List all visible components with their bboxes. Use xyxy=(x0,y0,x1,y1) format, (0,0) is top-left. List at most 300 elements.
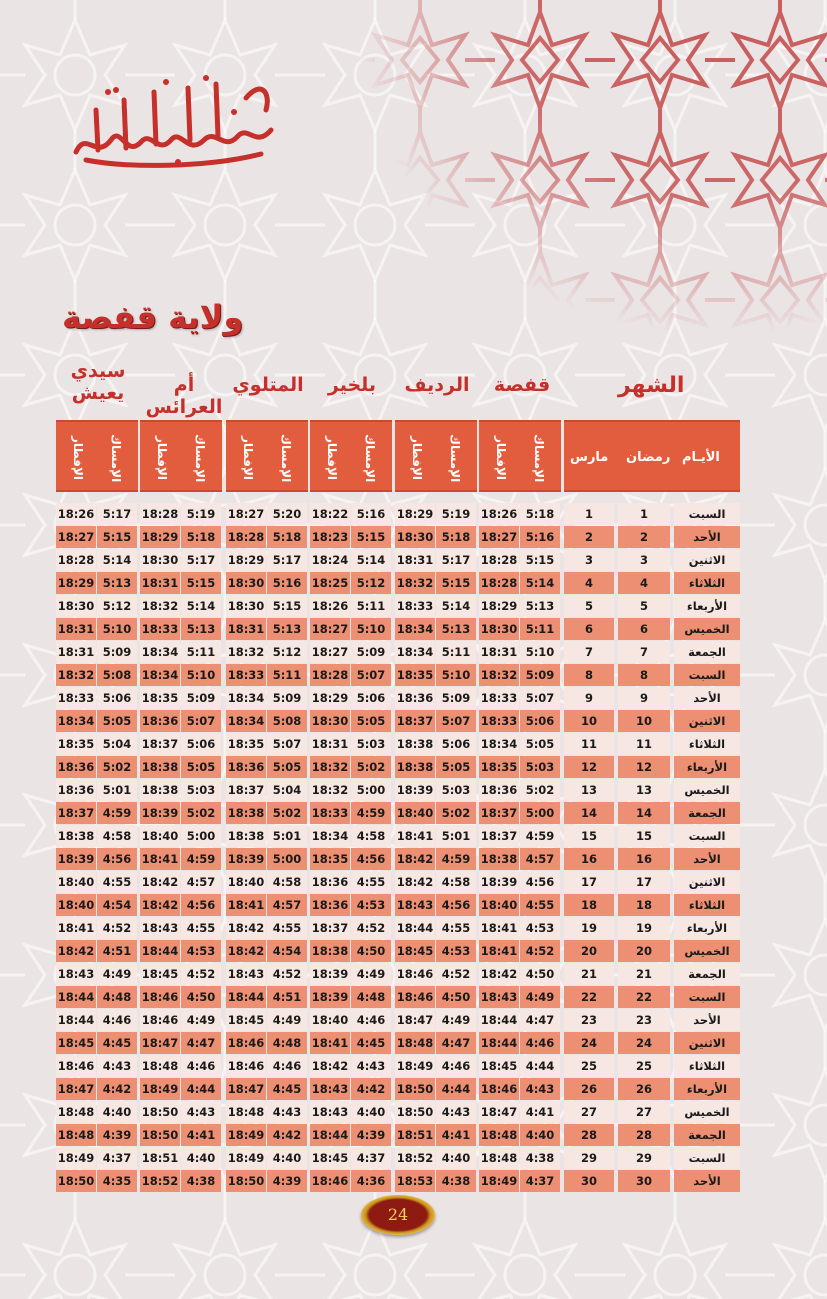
iftar-time-cell: 18:42 xyxy=(226,917,266,939)
iftar-time-cell: 18:49 xyxy=(479,1170,519,1192)
imsak-time-cell: 5:01 xyxy=(97,779,137,801)
imsak-time-cell: 5:15 xyxy=(181,572,221,594)
weekday-cell: الأحد xyxy=(674,687,740,709)
imsak-time-cell: 4:45 xyxy=(97,1032,137,1054)
ramadan-day-cell: 18 xyxy=(618,894,670,916)
imsak-header: الإمساك xyxy=(109,433,123,483)
table-row xyxy=(56,664,740,687)
iftar-time-cell: 18:40 xyxy=(56,894,96,916)
imsak-time-cell: 5:10 xyxy=(520,641,560,663)
imsak-time-cell: 4:58 xyxy=(97,825,137,847)
iftar-time-cell: 18:38 xyxy=(310,940,350,962)
iftar-time-cell: 18:32 xyxy=(226,641,266,663)
weekday-cell: الاثنين xyxy=(674,871,740,893)
imsak-time-cell: 5:04 xyxy=(97,733,137,755)
ramadan-day-cell: 9 xyxy=(618,687,670,709)
march-day-cell: 3 xyxy=(564,549,614,571)
table-row xyxy=(56,641,740,664)
city-title-belkhir: بلخير xyxy=(327,374,377,396)
march-day-cell: 28 xyxy=(564,1124,614,1146)
iftar-time-cell: 18:43 xyxy=(140,917,180,939)
imsak-time-cell: 5:04 xyxy=(267,779,307,801)
iftar-time-cell: 18:38 xyxy=(140,756,180,778)
imsak-time-cell: 4:39 xyxy=(97,1124,137,1146)
imsak-time-cell: 5:07 xyxy=(436,710,476,732)
iftar-time-cell: 18:45 xyxy=(56,1032,96,1054)
iftar-time-cell: 18:38 xyxy=(395,733,435,755)
imsak-time-cell: 4:42 xyxy=(97,1078,137,1100)
iftar-time-cell: 18:28 xyxy=(479,549,519,571)
imsak-time-cell: 5:08 xyxy=(97,664,137,686)
iftar-time-cell: 18:50 xyxy=(56,1170,96,1192)
iftar-time-cell: 18:28 xyxy=(140,503,180,525)
imsak-time-cell: 4:59 xyxy=(97,802,137,824)
iftar-time-cell: 18:34 xyxy=(226,687,266,709)
ramadan-day-cell: 10 xyxy=(618,710,670,732)
iftar-time-cell: 18:48 xyxy=(479,1147,519,1169)
imsak-time-cell: 4:49 xyxy=(436,1009,476,1031)
iftar-time-cell: 18:30 xyxy=(56,595,96,617)
city-title-sidi-aich-line2: يعيش xyxy=(71,382,125,404)
march-day-cell: 5 xyxy=(564,595,614,617)
imsak-time-cell: 5:02 xyxy=(267,802,307,824)
ramadan-day-cell: 19 xyxy=(618,917,670,939)
iftar-time-cell: 18:39 xyxy=(226,848,266,870)
iftar-time-cell: 18:36 xyxy=(479,779,519,801)
ramadan-day-cell: 8 xyxy=(618,664,670,686)
iftar-time-cell: 18:40 xyxy=(310,1009,350,1031)
imsak-time-cell: 4:48 xyxy=(97,986,137,1008)
ramadan-day-cell: 24 xyxy=(618,1032,670,1054)
ramadan-day-cell: 25 xyxy=(618,1055,670,1077)
table-row xyxy=(56,963,740,986)
weekday-cell: السبت xyxy=(674,825,740,847)
imsak-time-cell: 5:06 xyxy=(436,733,476,755)
imsak-time-cell: 5:15 xyxy=(267,595,307,617)
march-day-cell: 29 xyxy=(564,1147,614,1169)
iftar-time-cell: 18:48 xyxy=(395,1032,435,1054)
iftar-time-cell: 18:43 xyxy=(226,963,266,985)
imsak-time-cell: 4:50 xyxy=(520,963,560,985)
iftar-time-cell: 18:46 xyxy=(140,1009,180,1031)
imsak-time-cell: 4:57 xyxy=(520,848,560,870)
iftar-time-cell: 18:46 xyxy=(226,1055,266,1077)
table-row xyxy=(56,618,740,641)
march-day-cell: 25 xyxy=(564,1055,614,1077)
ramadan-day-cell: 17 xyxy=(618,871,670,893)
iftar-time-cell: 18:35 xyxy=(140,687,180,709)
iftar-time-cell: 18:38 xyxy=(395,756,435,778)
ramadan-header: رمضان xyxy=(626,450,671,465)
iftar-time-cell: 18:50 xyxy=(226,1170,266,1192)
iftar-time-cell: 18:26 xyxy=(56,503,96,525)
iftar-time-cell: 18:30 xyxy=(226,572,266,594)
imsak-time-cell: 4:56 xyxy=(520,871,560,893)
iftar-time-cell: 18:46 xyxy=(395,986,435,1008)
iftar-time-cell: 18:29 xyxy=(395,503,435,525)
iftar-time-cell: 18:37 xyxy=(56,802,96,824)
city-header-group-5 xyxy=(56,420,138,492)
imsak-time-cell: 5:03 xyxy=(520,756,560,778)
ramadan-day-cell: 26 xyxy=(618,1078,670,1100)
iftar-time-cell: 18:44 xyxy=(140,940,180,962)
imsak-time-cell: 4:35 xyxy=(97,1170,137,1192)
iftar-time-cell: 18:25 xyxy=(310,572,350,594)
iftar-time-cell: 18:43 xyxy=(310,1078,350,1100)
march-day-cell: 8 xyxy=(564,664,614,686)
iftar-time-cell: 18:42 xyxy=(395,848,435,870)
imsak-time-cell: 4:52 xyxy=(267,963,307,985)
ramadan-day-cell: 1 xyxy=(618,503,670,525)
iftar-time-cell: 18:30 xyxy=(140,549,180,571)
iftar-time-cell: 18:31 xyxy=(226,618,266,640)
imsak-header: الإمساك xyxy=(363,433,377,483)
imsak-time-cell: 4:58 xyxy=(351,825,391,847)
iftar-time-cell: 18:36 xyxy=(310,871,350,893)
weekday-cell: السبت xyxy=(674,664,740,686)
iftar-time-cell: 18:50 xyxy=(395,1078,435,1100)
table-row xyxy=(56,986,740,1009)
march-day-cell: 19 xyxy=(564,917,614,939)
imsak-time-cell: 4:52 xyxy=(181,963,221,985)
iftar-time-cell: 18:42 xyxy=(395,871,435,893)
iftar-time-cell: 18:42 xyxy=(56,940,96,962)
weekday-cell: الثلاثاء xyxy=(674,894,740,916)
ramadan-day-cell: 22 xyxy=(618,986,670,1008)
ramadan-day-cell: 5 xyxy=(618,595,670,617)
iftar-time-cell: 18:36 xyxy=(140,710,180,732)
iftar-time-cell: 18:31 xyxy=(479,641,519,663)
imsak-time-cell: 4:38 xyxy=(436,1170,476,1192)
weekday-cell: الأربعاء xyxy=(674,1078,740,1100)
imsak-time-cell: 5:17 xyxy=(267,549,307,571)
imsak-time-cell: 5:05 xyxy=(520,733,560,755)
table-row xyxy=(56,894,740,917)
iftar-header: الإفطار xyxy=(410,435,424,480)
imsak-time-cell: 5:16 xyxy=(267,572,307,594)
march-day-cell: 17 xyxy=(564,871,614,893)
iftar-time-cell: 18:41 xyxy=(479,940,519,962)
iftar-time-cell: 18:24 xyxy=(310,549,350,571)
iftar-time-cell: 18:43 xyxy=(479,986,519,1008)
iftar-time-cell: 18:34 xyxy=(479,733,519,755)
iftar-time-cell: 18:39 xyxy=(395,779,435,801)
imsak-time-cell: 4:53 xyxy=(520,917,560,939)
ramadan-day-cell: 16 xyxy=(618,848,670,870)
imsak-time-cell: 5:13 xyxy=(520,595,560,617)
imsak-time-cell: 4:45 xyxy=(351,1032,391,1054)
iftar-time-cell: 18:38 xyxy=(56,825,96,847)
imsak-time-cell: 5:11 xyxy=(267,664,307,686)
weekday-cell: السبت xyxy=(674,986,740,1008)
iftar-time-cell: 18:39 xyxy=(310,986,350,1008)
table-row xyxy=(56,1055,740,1078)
ramadan-day-cell: 6 xyxy=(618,618,670,640)
iftar-time-cell: 18:39 xyxy=(56,848,96,870)
iftar-time-cell: 18:22 xyxy=(310,503,350,525)
imsak-time-cell: 5:18 xyxy=(267,526,307,548)
march-day-cell: 13 xyxy=(564,779,614,801)
imsak-time-cell: 5:02 xyxy=(181,802,221,824)
imsak-time-cell: 4:49 xyxy=(351,963,391,985)
table-row xyxy=(56,1078,740,1101)
iftar-time-cell: 18:35 xyxy=(310,848,350,870)
imsak-time-cell: 5:10 xyxy=(351,618,391,640)
iftar-time-cell: 18:34 xyxy=(395,641,435,663)
weekday-cell: الجمعة xyxy=(674,963,740,985)
weekday-cell: الخميس xyxy=(674,1101,740,1123)
iftar-time-cell: 18:45 xyxy=(310,1147,350,1169)
imsak-time-cell: 4:53 xyxy=(351,894,391,916)
iftar-time-cell: 18:27 xyxy=(310,641,350,663)
imsak-time-cell: 4:55 xyxy=(351,871,391,893)
march-day-cell: 24 xyxy=(564,1032,614,1054)
imsak-time-cell: 4:42 xyxy=(267,1124,307,1146)
imsak-time-cell: 4:56 xyxy=(436,894,476,916)
imsak-time-cell: 5:16 xyxy=(520,526,560,548)
imsak-time-cell: 5:05 xyxy=(436,756,476,778)
imsak-time-cell: 5:03 xyxy=(436,779,476,801)
imsak-time-cell: 4:55 xyxy=(181,917,221,939)
iftar-time-cell: 18:30 xyxy=(226,595,266,617)
iftar-time-cell: 18:27 xyxy=(56,526,96,548)
imsak-time-cell: 4:48 xyxy=(267,1032,307,1054)
iftar-time-cell: 18:36 xyxy=(56,756,96,778)
imsak-time-cell: 5:18 xyxy=(520,503,560,525)
table-row xyxy=(56,1170,740,1193)
weekday-cell: الثلاثاء xyxy=(674,733,740,755)
imsak-time-cell: 4:41 xyxy=(181,1124,221,1146)
iftar-time-cell: 18:33 xyxy=(479,687,519,709)
ramadan-day-cell: 4 xyxy=(618,572,670,594)
iftar-time-cell: 18:41 xyxy=(226,894,266,916)
imsak-time-cell: 5:18 xyxy=(181,526,221,548)
imsak-time-cell: 4:46 xyxy=(436,1055,476,1077)
weekday-cell: الخميس xyxy=(674,618,740,640)
iftar-time-cell: 18:53 xyxy=(395,1170,435,1192)
imsak-time-cell: 4:43 xyxy=(267,1101,307,1123)
imsak-time-cell: 4:51 xyxy=(97,940,137,962)
table-row xyxy=(56,1009,740,1032)
city-title-gafsa: قفصة xyxy=(493,374,551,396)
ramadan-day-cell: 2 xyxy=(618,526,670,548)
march-day-cell: 21 xyxy=(564,963,614,985)
iftar-time-cell: 18:28 xyxy=(56,549,96,571)
imsak-time-cell: 4:50 xyxy=(351,940,391,962)
march-day-cell: 30 xyxy=(564,1170,614,1192)
imsak-time-cell: 5:09 xyxy=(351,641,391,663)
imsak-time-cell: 4:59 xyxy=(520,825,560,847)
ramadan-day-cell: 28 xyxy=(618,1124,670,1146)
table-row xyxy=(56,526,740,549)
city-header-group-3 xyxy=(226,420,308,492)
march-day-cell: 11 xyxy=(564,733,614,755)
iftar-time-cell: 18:33 xyxy=(56,687,96,709)
iftar-time-cell: 18:31 xyxy=(56,618,96,640)
imsak-time-cell: 4:38 xyxy=(520,1147,560,1169)
imsak-time-cell: 5:19 xyxy=(436,503,476,525)
imsak-time-cell: 5:02 xyxy=(97,756,137,778)
iftar-time-cell: 18:33 xyxy=(140,618,180,640)
imsak-time-cell: 4:44 xyxy=(181,1078,221,1100)
imsak-time-cell: 4:40 xyxy=(436,1147,476,1169)
iftar-time-cell: 18:33 xyxy=(479,710,519,732)
iftar-time-cell: 18:40 xyxy=(226,871,266,893)
iftar-time-cell: 18:37 xyxy=(140,733,180,755)
iftar-time-cell: 18:33 xyxy=(395,595,435,617)
imsak-time-cell: 4:40 xyxy=(351,1101,391,1123)
ramadan-day-cell: 27 xyxy=(618,1101,670,1123)
imsak-time-cell: 5:02 xyxy=(436,802,476,824)
iftar-time-cell: 18:34 xyxy=(56,710,96,732)
imsak-time-cell: 4:38 xyxy=(181,1170,221,1192)
iftar-time-cell: 18:43 xyxy=(56,963,96,985)
march-day-cell: 26 xyxy=(564,1078,614,1100)
imsak-time-cell: 5:10 xyxy=(436,664,476,686)
imsak-time-cell: 5:15 xyxy=(351,526,391,548)
imsak-time-cell: 4:55 xyxy=(436,917,476,939)
iftar-time-cell: 18:28 xyxy=(226,526,266,548)
iftar-time-cell: 18:42 xyxy=(140,894,180,916)
iftar-time-cell: 18:37 xyxy=(310,917,350,939)
imsak-time-cell: 5:01 xyxy=(436,825,476,847)
imsak-time-cell: 4:44 xyxy=(520,1055,560,1077)
ramadan-day-cell: 23 xyxy=(618,1009,670,1031)
imsak-time-cell: 4:57 xyxy=(267,894,307,916)
imsak-time-cell: 4:52 xyxy=(520,940,560,962)
imsak-time-cell: 5:05 xyxy=(267,756,307,778)
iftar-time-cell: 18:42 xyxy=(140,871,180,893)
imsak-time-cell: 4:41 xyxy=(436,1124,476,1146)
iftar-time-cell: 18:41 xyxy=(310,1032,350,1054)
imsak-time-cell: 4:40 xyxy=(97,1101,137,1123)
imsak-time-cell: 5:11 xyxy=(181,641,221,663)
weekday-cell: الجمعة xyxy=(674,802,740,824)
imsak-time-cell: 5:14 xyxy=(436,595,476,617)
ramadan-day-cell: 20 xyxy=(618,940,670,962)
iftar-time-cell: 18:30 xyxy=(310,710,350,732)
imsak-time-cell: 4:56 xyxy=(97,848,137,870)
iftar-time-cell: 18:28 xyxy=(310,664,350,686)
imsak-time-cell: 4:52 xyxy=(436,963,476,985)
iftar-time-cell: 18:47 xyxy=(395,1009,435,1031)
march-day-cell: 2 xyxy=(564,526,614,548)
iftar-time-cell: 18:44 xyxy=(479,1032,519,1054)
iftar-time-cell: 18:36 xyxy=(310,894,350,916)
iftar-time-cell: 18:41 xyxy=(479,917,519,939)
imsak-time-cell: 5:03 xyxy=(351,733,391,755)
iftar-time-cell: 18:39 xyxy=(310,963,350,985)
imsak-time-cell: 5:19 xyxy=(181,503,221,525)
imsak-time-cell: 5:15 xyxy=(520,549,560,571)
imsak-time-cell: 5:03 xyxy=(181,779,221,801)
ramadan-day-cell: 21 xyxy=(618,963,670,985)
imsak-time-cell: 5:13 xyxy=(181,618,221,640)
imsak-time-cell: 5:05 xyxy=(351,710,391,732)
iftar-time-cell: 18:45 xyxy=(395,940,435,962)
weekday-cell: الخميس xyxy=(674,779,740,801)
iftar-time-cell: 18:33 xyxy=(310,802,350,824)
table-row xyxy=(56,687,740,710)
imsak-time-cell: 4:56 xyxy=(351,848,391,870)
iftar-time-cell: 18:51 xyxy=(395,1124,435,1146)
imsak-time-cell: 5:06 xyxy=(351,687,391,709)
iftar-time-cell: 18:29 xyxy=(56,572,96,594)
march-day-cell: 23 xyxy=(564,1009,614,1031)
iftar-header: الإفطار xyxy=(155,435,169,480)
table-row xyxy=(56,710,740,733)
iftar-time-cell: 18:37 xyxy=(479,825,519,847)
iftar-time-cell: 18:42 xyxy=(479,963,519,985)
march-day-cell: 1 xyxy=(564,503,614,525)
table-row xyxy=(56,595,740,618)
imsak-time-cell: 4:37 xyxy=(97,1147,137,1169)
iftar-time-cell: 18:38 xyxy=(226,825,266,847)
ramadan-day-cell: 13 xyxy=(618,779,670,801)
imsak-time-cell: 5:08 xyxy=(267,710,307,732)
iftar-time-cell: 18:50 xyxy=(140,1101,180,1123)
imsak-time-cell: 4:40 xyxy=(520,1124,560,1146)
imsak-time-cell: 4:45 xyxy=(267,1078,307,1100)
table-row xyxy=(56,1147,740,1170)
iftar-time-cell: 18:26 xyxy=(310,595,350,617)
iftar-time-cell: 18:47 xyxy=(479,1101,519,1123)
march-day-cell: 10 xyxy=(564,710,614,732)
imsak-time-cell: 5:05 xyxy=(181,756,221,778)
weekday-cell: الأحد xyxy=(674,1009,740,1031)
iftar-time-cell: 18:30 xyxy=(479,618,519,640)
imsak-time-cell: 4:49 xyxy=(97,963,137,985)
imsak-time-cell: 4:58 xyxy=(267,871,307,893)
imsak-time-cell: 4:52 xyxy=(97,917,137,939)
iftar-time-cell: 18:50 xyxy=(140,1124,180,1146)
imsak-time-cell: 5:00 xyxy=(267,848,307,870)
imsak-time-cell: 5:02 xyxy=(351,756,391,778)
iftar-time-cell: 18:49 xyxy=(56,1147,96,1169)
iftar-time-cell: 18:44 xyxy=(479,1009,519,1031)
iftar-time-cell: 18:40 xyxy=(56,871,96,893)
imsak-time-cell: 5:00 xyxy=(520,802,560,824)
iftar-time-cell: 18:52 xyxy=(140,1170,180,1192)
table-row xyxy=(56,779,740,802)
march-day-cell: 12 xyxy=(564,756,614,778)
iftar-time-cell: 18:40 xyxy=(140,825,180,847)
city-title-metlaoui: المتلوي xyxy=(232,374,304,396)
imsak-time-cell: 4:43 xyxy=(181,1101,221,1123)
weekday-cell: السبت xyxy=(674,503,740,525)
iftar-time-cell: 18:43 xyxy=(395,894,435,916)
iftar-time-cell: 18:27 xyxy=(310,618,350,640)
iftar-time-cell: 18:42 xyxy=(226,940,266,962)
iftar-time-cell: 18:36 xyxy=(395,687,435,709)
iftar-time-cell: 18:34 xyxy=(310,825,350,847)
iftar-time-cell: 18:40 xyxy=(395,802,435,824)
imsak-time-cell: 4:47 xyxy=(436,1032,476,1054)
iftar-time-cell: 18:32 xyxy=(395,572,435,594)
imsak-time-cell: 5:16 xyxy=(351,503,391,525)
imsak-time-cell: 4:49 xyxy=(181,1009,221,1031)
iftar-time-cell: 18:51 xyxy=(140,1147,180,1169)
city-title-redeyef: الرديف xyxy=(404,374,470,396)
weekday-cell: الخميس xyxy=(674,940,740,962)
iftar-time-cell: 18:44 xyxy=(395,917,435,939)
ramadan-day-cell: 30 xyxy=(618,1170,670,1192)
imsak-time-cell: 5:09 xyxy=(97,641,137,663)
iftar-time-cell: 18:29 xyxy=(479,595,519,617)
iftar-time-cell: 18:35 xyxy=(395,664,435,686)
iftar-time-cell: 18:48 xyxy=(140,1055,180,1077)
iftar-time-cell: 18:29 xyxy=(226,549,266,571)
